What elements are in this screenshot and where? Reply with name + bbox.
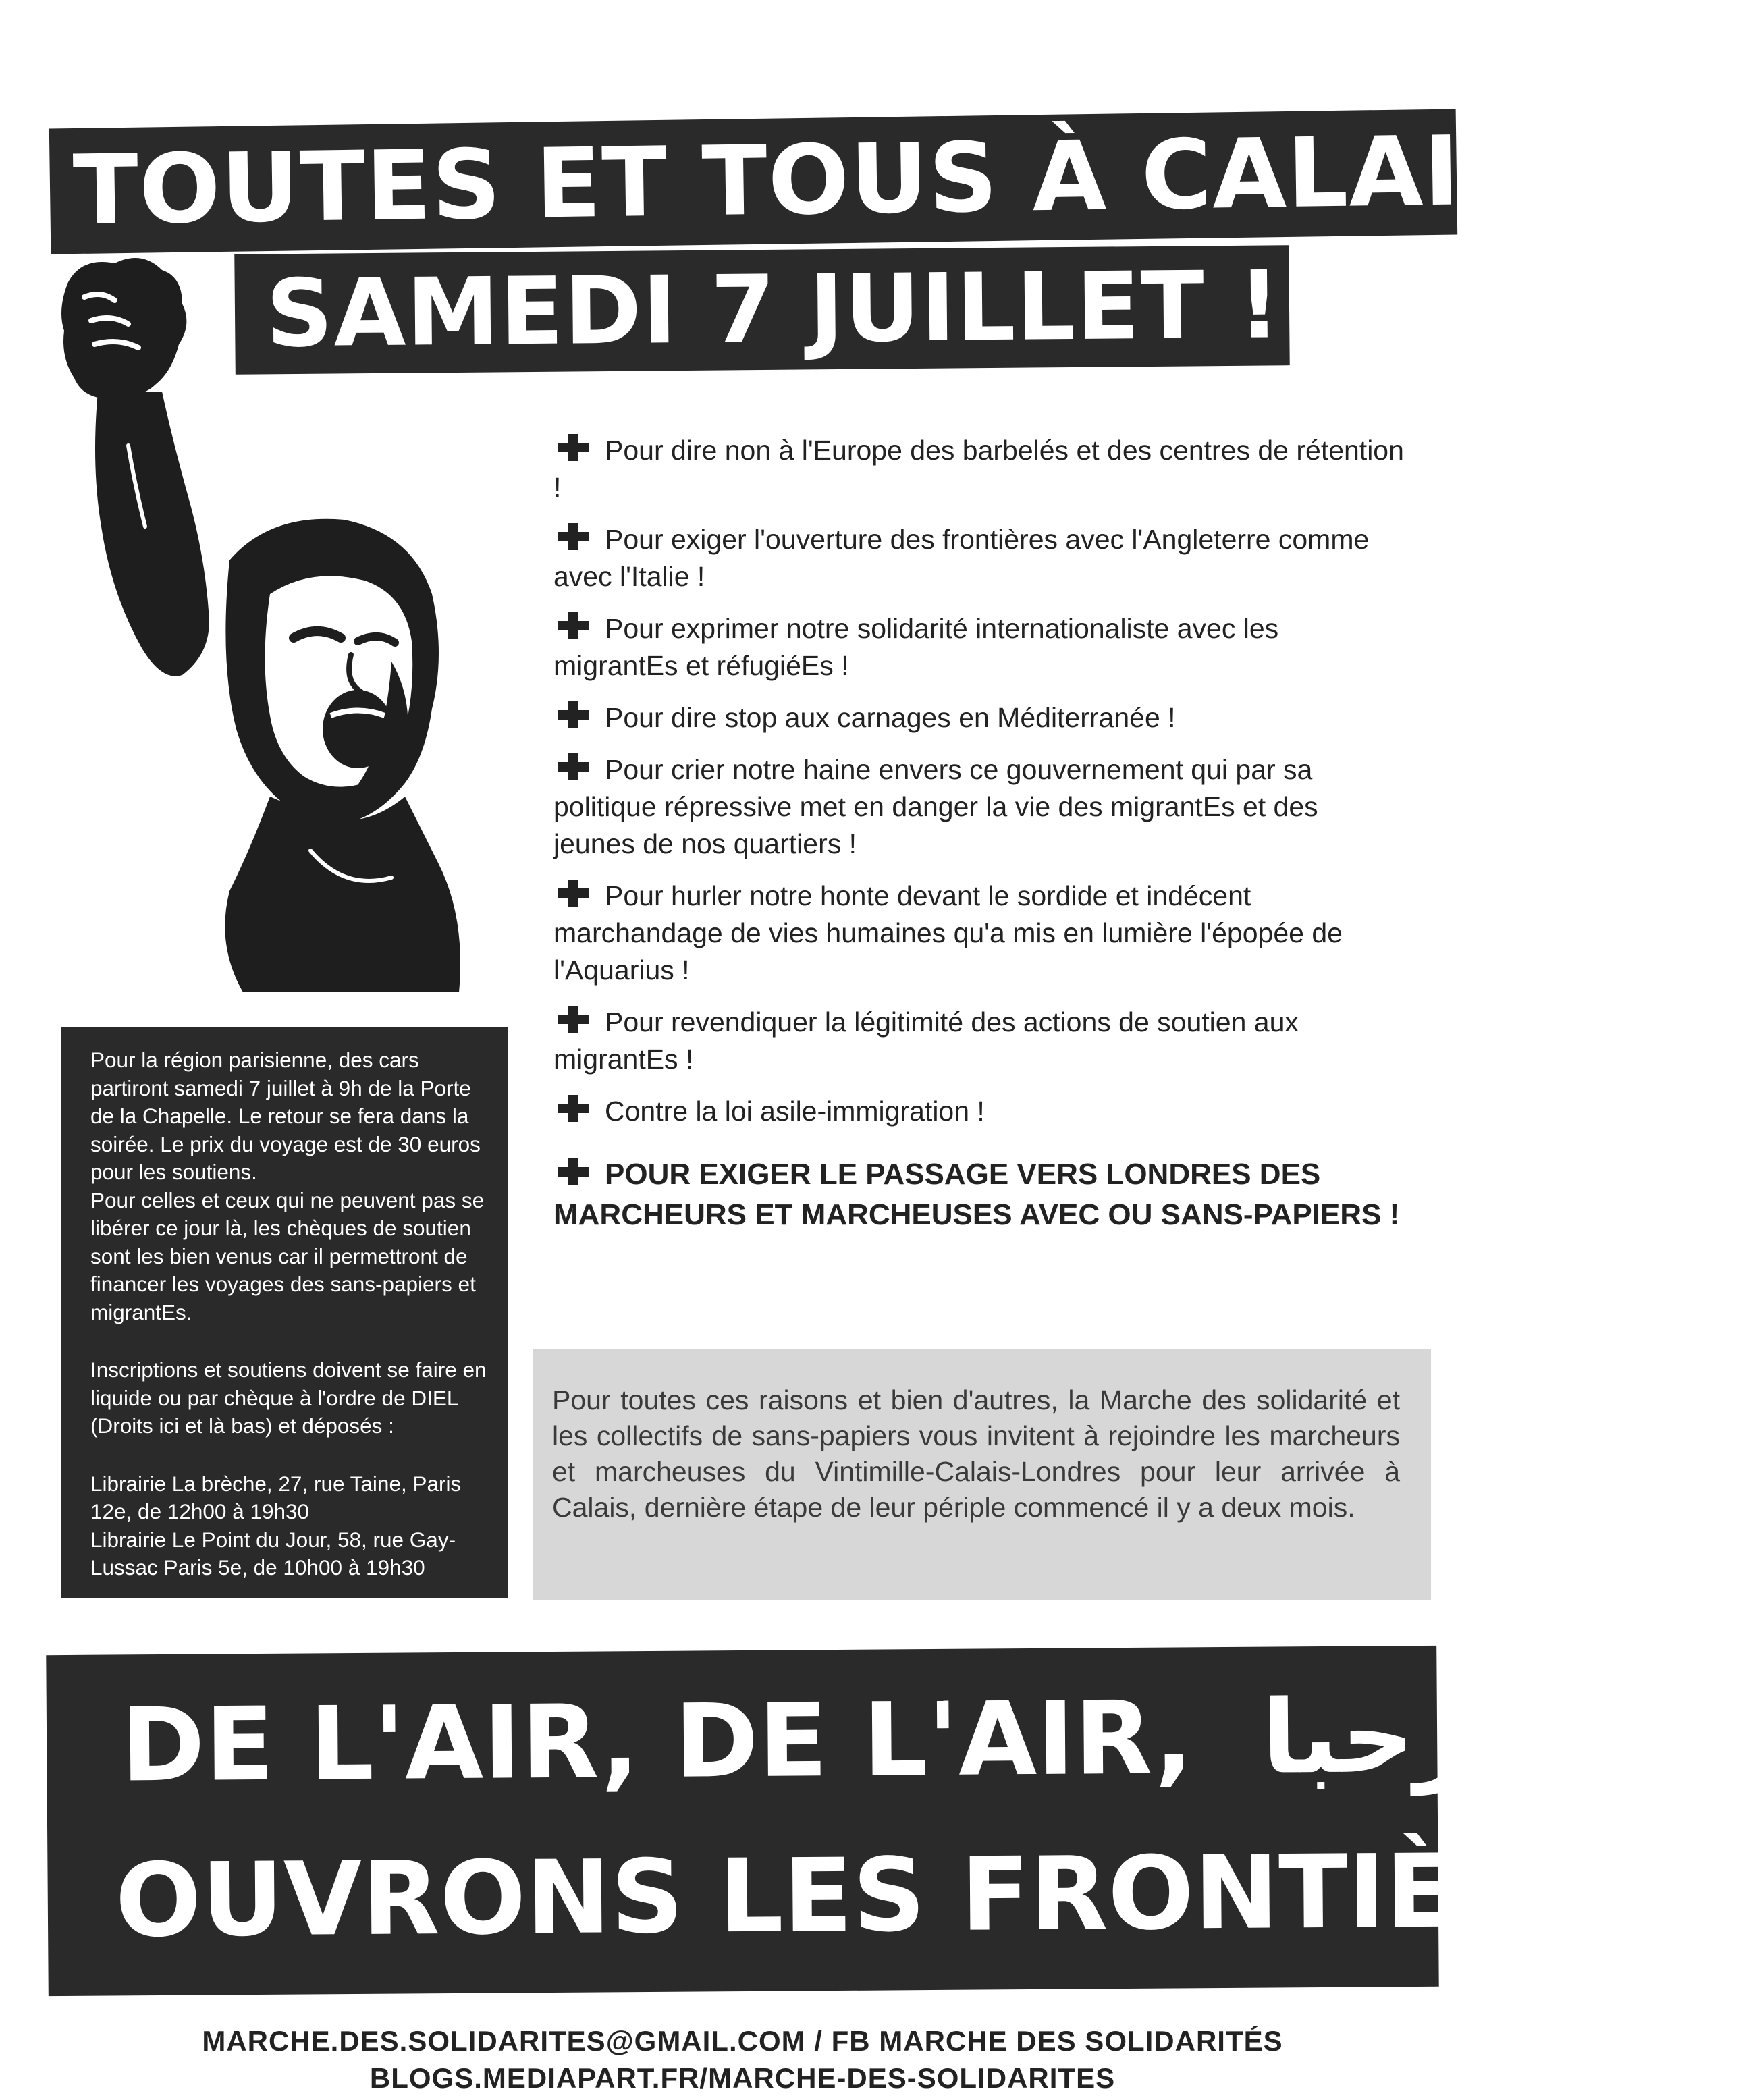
plus-icon xyxy=(553,433,593,462)
invitation-box xyxy=(533,1349,1431,1600)
reason-text: Pour revendiquer la légitimité des actions de soutien aux migrantEs ! xyxy=(553,1006,1299,1075)
reason-text: Pour dire stop aux carnages en Méditerranée ! xyxy=(605,702,1176,733)
reason-item xyxy=(553,878,1404,989)
info-address: Librairie Le Point du Jour, 58, rue Gay-Lussac Paris 5e, de 10h00 à 19h30 xyxy=(90,1527,456,1580)
info-paragraph: Pour la région parisienne, des cars partiront samedi 7 juillet à 9h de la Porte de la Chapelle. Le retour se fera dans la soirée. Le prix du voyage est de 30 euros pour les soutiens. xyxy=(90,1048,481,1184)
plus-icon xyxy=(553,878,593,908)
plus-icon xyxy=(553,1094,593,1123)
reason-text: Pour crier notre haine envers ce gouvernement qui par sa politique répressive met en danger la vie des migrantEs et des jeunes de nos quartiers ! xyxy=(553,754,1318,859)
reason-item xyxy=(553,751,1404,863)
info-address: Librairie La brèche, 27, rue Taine, Paris 12e, de 12h00 à 19h30 xyxy=(90,1471,462,1524)
info-paragraph: Inscriptions et soutiens doivent se faire en liquide ou par chèque à l'ordre de DIEL (Droits ici et là bas) et déposés : xyxy=(90,1357,487,1438)
reason-item xyxy=(553,432,1404,506)
plus-icon xyxy=(553,522,593,551)
raised-fist-illustration xyxy=(27,243,513,1006)
slogan-banner xyxy=(46,1646,1757,1996)
contact-email-facebook: MARCHE.DES.SOLIDARITES@GMAIL.COM / FB MARCHE DES SOLIDARITÉS xyxy=(202,2025,1283,2057)
contact-blog-url: BLOGS.MEDIAPART.FR/MARCHE-DES-SOLIDARITES xyxy=(369,2062,1116,2094)
plus-icon xyxy=(553,1004,593,1034)
practical-info-box xyxy=(61,1027,508,1598)
slogan-line1-fr: DE L'AIR, DE L'AIR, xyxy=(120,1679,1193,1805)
reason-text: Pour exiger l'ouverture des frontières avec l'Angleterre comme avec l'Italie ! xyxy=(553,524,1370,592)
plus-icon xyxy=(553,611,593,641)
reasons-list xyxy=(553,432,1404,1250)
reason-item xyxy=(553,699,1404,736)
slogan-line2: OUVRONS LES FRONTIÈRES ! xyxy=(115,1831,1757,1960)
reason-item xyxy=(553,1093,1404,1130)
reason-text: Contre la loi asile-immigration ! xyxy=(605,1096,985,1127)
invitation-text: Pour toutes ces raisons et bien d'autres, la Marche des solidarité et les collectifs de sans-papiers vous invitent à rejoindre les marcheurs et marcheuses du Vintimille-Calais-Londres pour leur arrivée à Calais, dernière étape de leur périple commencé il y a deux mois. xyxy=(552,1384,1400,1523)
plus-icon xyxy=(553,700,593,730)
slogan-line1 xyxy=(121,1672,1540,1810)
reason-item xyxy=(553,521,1404,595)
reason-text: Pour exprimer notre solidarité internationaliste avec les migrantEs et réfugiéEs ! xyxy=(553,613,1279,681)
plus-icon xyxy=(553,752,593,782)
plus-icon xyxy=(553,1157,593,1187)
info-paragraph: Pour celles et ceux qui ne peuvent pas se libérer ce jour là, les chèques de soutien sont les bien venus car il permettront de financer les voyages des sans-papiers et migrantEs. xyxy=(90,1187,485,1324)
reason-text: Pour dire non à l'Europe des barbelés et des centres de rétention ! xyxy=(553,435,1404,503)
reason-item xyxy=(553,1004,1404,1078)
title-banner-line1 xyxy=(49,109,1531,254)
title-line2: SAMEDI 7 JUILLET ! xyxy=(265,250,1282,369)
main-demand-text: POUR EXIGER LE PASSAGE VERS LONDRES DES MARCHEURS ET MARCHEUSES AVEC OU SANS-PAPIERS ! xyxy=(553,1158,1400,1231)
slogan-line1-ar: مرحبا xyxy=(1261,1677,1540,1797)
title-line1: TOUTES ET TOUS À CALAIS xyxy=(72,114,1531,247)
reason-text: Pour hurler notre honte devant le sordide et indécent marchandage de vies humaines qu'a mis en lumière l'épopée de l'Aquarius ! xyxy=(553,880,1343,986)
main-demand xyxy=(553,1154,1404,1235)
reason-item xyxy=(553,610,1404,684)
